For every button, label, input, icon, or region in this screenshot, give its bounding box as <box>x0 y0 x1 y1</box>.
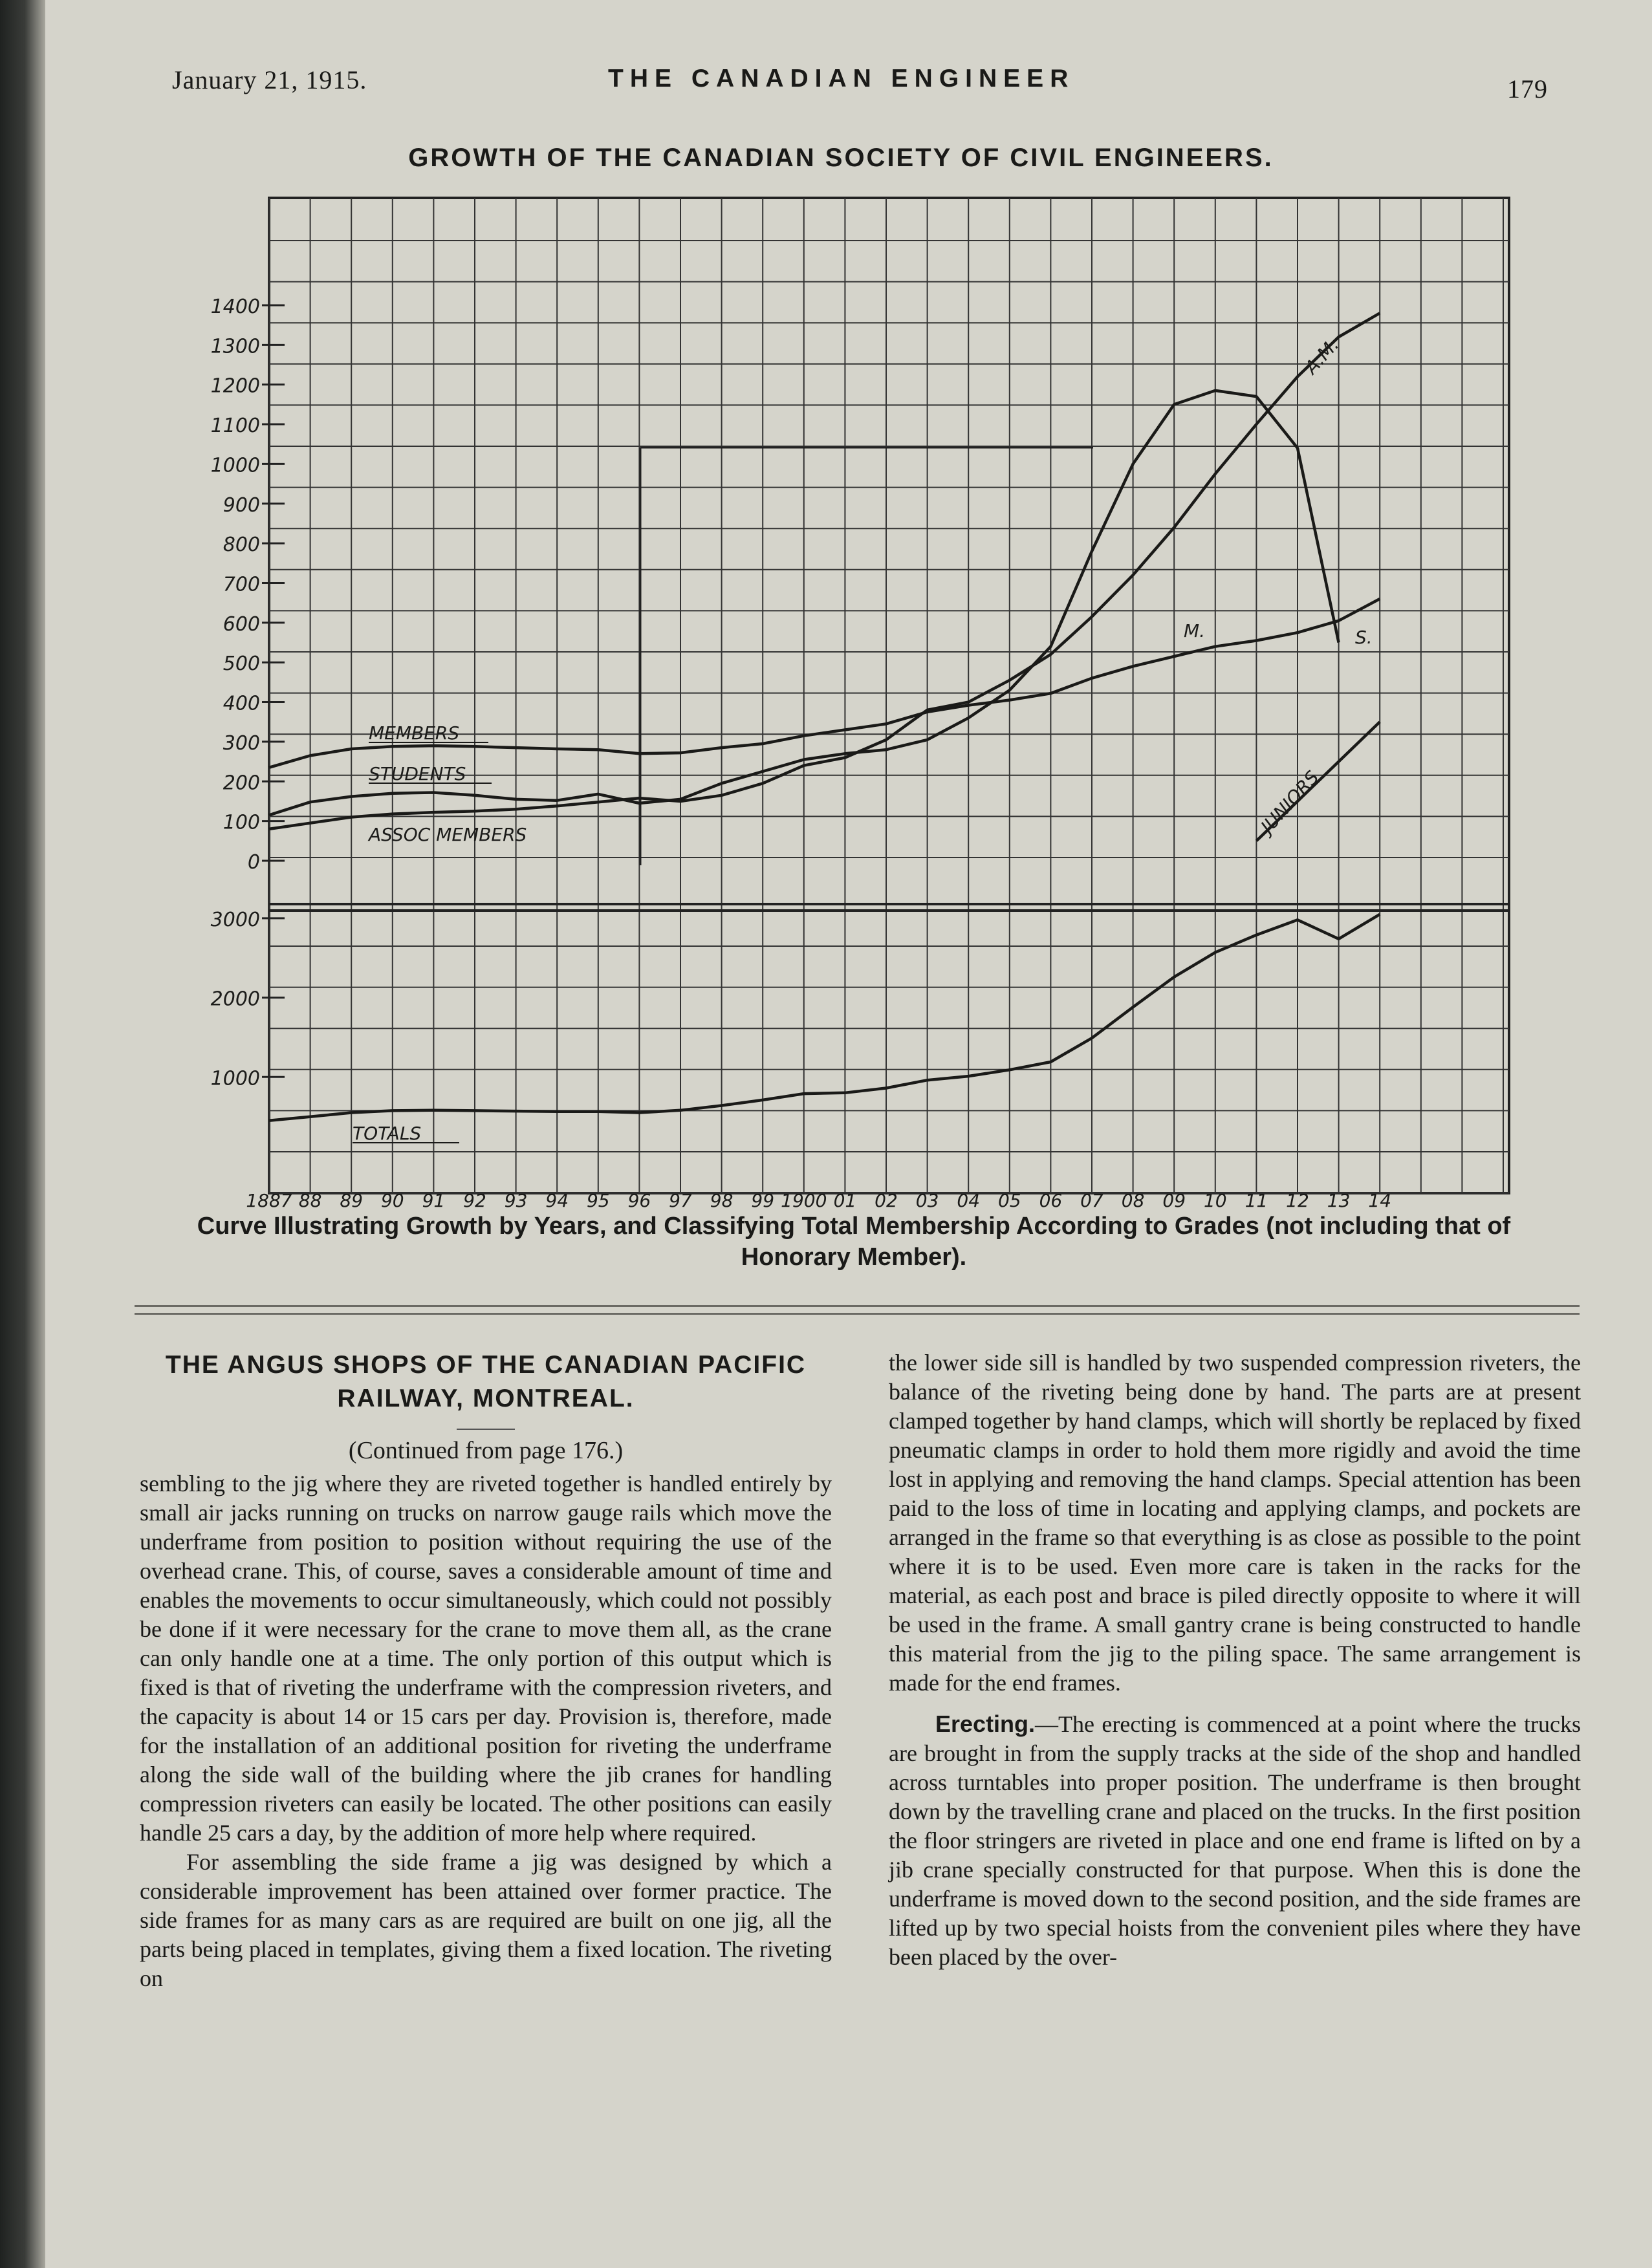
series-label-am: A.M. <box>1300 334 1343 378</box>
erecting-heading: Erecting. <box>935 1711 1036 1737</box>
y-tick-label: 700 <box>223 573 260 596</box>
figure-caption: Curve Illustrating Growth by Years, and Classifying Total Membership According to Grades (not including that of Honorary Member). <box>197 1213 1511 1271</box>
x-tick-label: 92 <box>463 1190 486 1211</box>
header-journal-title: THE CANADIAN ENGINEER <box>608 65 1075 92</box>
y-tick-label: 500 <box>223 653 260 676</box>
section-divider <box>135 1313 1580 1315</box>
x-tick-label: 91 <box>422 1190 446 1211</box>
x-tick-label: 08 <box>1121 1190 1145 1211</box>
article-title: THE ANGUS SHOPS OF THE CANADIAN PACIFIC RAILWAY, MONTREAL. <box>165 1351 807 1412</box>
paragraph: sembling to the jig where they are riveted together is handled entirely by small air jacks running on trucks on narrow gauge rails which move the underframe from position to position without requiring the use of the overhead crane. This, of course, saves a considerable amount of time and enables the movements to occur simultaneously, which could not possibly be done if it were necessary for the crane to move them all, as the crane can only handle one at a time. The only portion of this output which is fixed is that of riveting the underframe with the compression riveters, and the capacity is about 14 or 15 cars per day. Provision is, therefore, made for the installation of an additional position for riveting the underframe along the side wall of the building where the jib cranes for handling compression riveters can easily be located. The other positions can easily handle 25 cars a day, by the addition of more help where required. <box>140 1471 832 1846</box>
x-tick-label: 95 <box>586 1190 610 1211</box>
x-tick-label: 98 <box>710 1190 734 1211</box>
x-tick-label: 04 <box>957 1190 981 1211</box>
article-right-column <box>889 1348 1581 1972</box>
series-label-totals: TOTALS <box>353 1123 422 1144</box>
x-tick-label: 05 <box>997 1190 1021 1211</box>
article-left-column <box>140 1348 832 1993</box>
series-label-students: STUDENTS <box>369 763 466 784</box>
series-label-members: MEMBERS <box>369 722 460 744</box>
x-tick-label: 01 <box>833 1190 857 1211</box>
y-tick-label: 900 <box>223 493 260 517</box>
y-tick-label: 100 <box>223 811 260 834</box>
series-line-totals <box>269 914 1380 1121</box>
y-tick-label: 1200 <box>210 374 260 398</box>
x-tick-label: 11 <box>1244 1190 1268 1211</box>
x-tick-label: 12 <box>1286 1190 1309 1211</box>
x-tick-label: 93 <box>504 1190 528 1211</box>
title-rule <box>457 1429 515 1430</box>
section-divider <box>135 1305 1580 1307</box>
header-date: January 21, 1915. <box>172 65 367 94</box>
paragraph: the lower side sill is handled by two suspended compression riveters, the balance of the riveting being done by hand. The parts are at present clamped together by hand clamps, which will shortly be replaced by fixed pneumatic clamps in order to hold them more rigidly and avoid the time lost in applying and removing the hand clamps. Special attention has been paid to the loss of time in locating and applying clamps, and pockets are arranged in the frame so that everything is as close as possible to the point where it is to be used. Even more care is taken in the racks for the material, as each post and brace is piled directly opposite to where it will be used in the frame. A small gantry crane is being constructed to handle this material from the jig to the piling space. The same arrangement is made for the end frames. <box>889 1350 1581 1696</box>
x-tick-label: 07 <box>1080 1190 1103 1211</box>
y-tick-label: 800 <box>223 534 260 557</box>
x-tick-label: 96 <box>627 1190 651 1211</box>
y-tick-label: 1100 <box>210 415 260 438</box>
x-tick-label: 14 <box>1368 1190 1392 1211</box>
x-tick-label: 13 <box>1327 1190 1351 1211</box>
chart-series <box>269 313 1380 1121</box>
paragraph: For assembling the side frame a jig was designed by which a considerable improvement has been attained over former practice. The side frames for as many cars as are required are built on one jig, all the parts being placed in templates, giving them a fixed location. The riveting on <box>140 1849 832 1991</box>
x-tick-label: 94 <box>545 1190 569 1211</box>
y-tick-label: 1000 <box>210 454 260 477</box>
x-tick-label: 06 <box>1039 1190 1063 1211</box>
y-tick-label: 200 <box>223 772 260 795</box>
x-tick-label: 97 <box>669 1190 692 1211</box>
y-tick-label: 600 <box>223 612 260 636</box>
erecting-text: —The erecting is commenced at a point where the trucks are brought in from the supply tracks at the side of the shop and handled across turntables into proper position. The underframe is then brought down by the travelling crane and placed on the trucks. In the first position the floor stringers are riveted in place and one end frame is lifted on by a jib crane specially constructed for that purpose. When this is done the underframe is moved down to the second position, and the side frames are lifted up by two special hoists from the convenient piles where they have been placed by the over- <box>889 1711 1581 1970</box>
paragraph <box>889 1709 1581 1972</box>
continued-note: (Continued from page 176.) <box>348 1437 624 1464</box>
x-tick-label: 89 <box>340 1190 364 1211</box>
y-tick-label: 3000 <box>210 908 260 931</box>
x-tick-label: 1887 <box>246 1190 292 1211</box>
y-tick-label: 1300 <box>210 335 260 358</box>
y-tick-label: 1000 <box>210 1067 260 1090</box>
y-tick-label: 2000 <box>210 988 260 1011</box>
y-tick-label: 0 <box>247 851 260 874</box>
x-tick-label: 90 <box>380 1190 404 1211</box>
series-label-juniors: JUNIORS <box>1256 766 1323 837</box>
x-tick-label: 03 <box>915 1190 939 1211</box>
y-tick-label: 400 <box>223 692 260 715</box>
y-tick-label: 300 <box>223 731 260 755</box>
x-tick-label: 10 <box>1203 1190 1227 1211</box>
x-tick-label: 09 <box>1162 1190 1186 1211</box>
x-tick-label: 99 <box>751 1190 775 1211</box>
series-label-assoc-members: ASSOC MEMBERS <box>369 824 527 845</box>
x-tick-label: 02 <box>875 1190 898 1211</box>
header-page-number: 179 <box>1507 74 1548 103</box>
y-tick-label: 1400 <box>210 295 260 318</box>
x-tick-label: 88 <box>298 1190 322 1211</box>
series-label-m: M. <box>1184 620 1206 642</box>
x-tick-label: 1900 <box>781 1190 827 1211</box>
chart-labels <box>211 296 1391 1211</box>
series-label-s: S. <box>1355 627 1373 648</box>
figure-title: GROWTH OF THE CANADIAN SOCIETY OF CIVIL ENGINEERS. <box>408 144 1274 172</box>
